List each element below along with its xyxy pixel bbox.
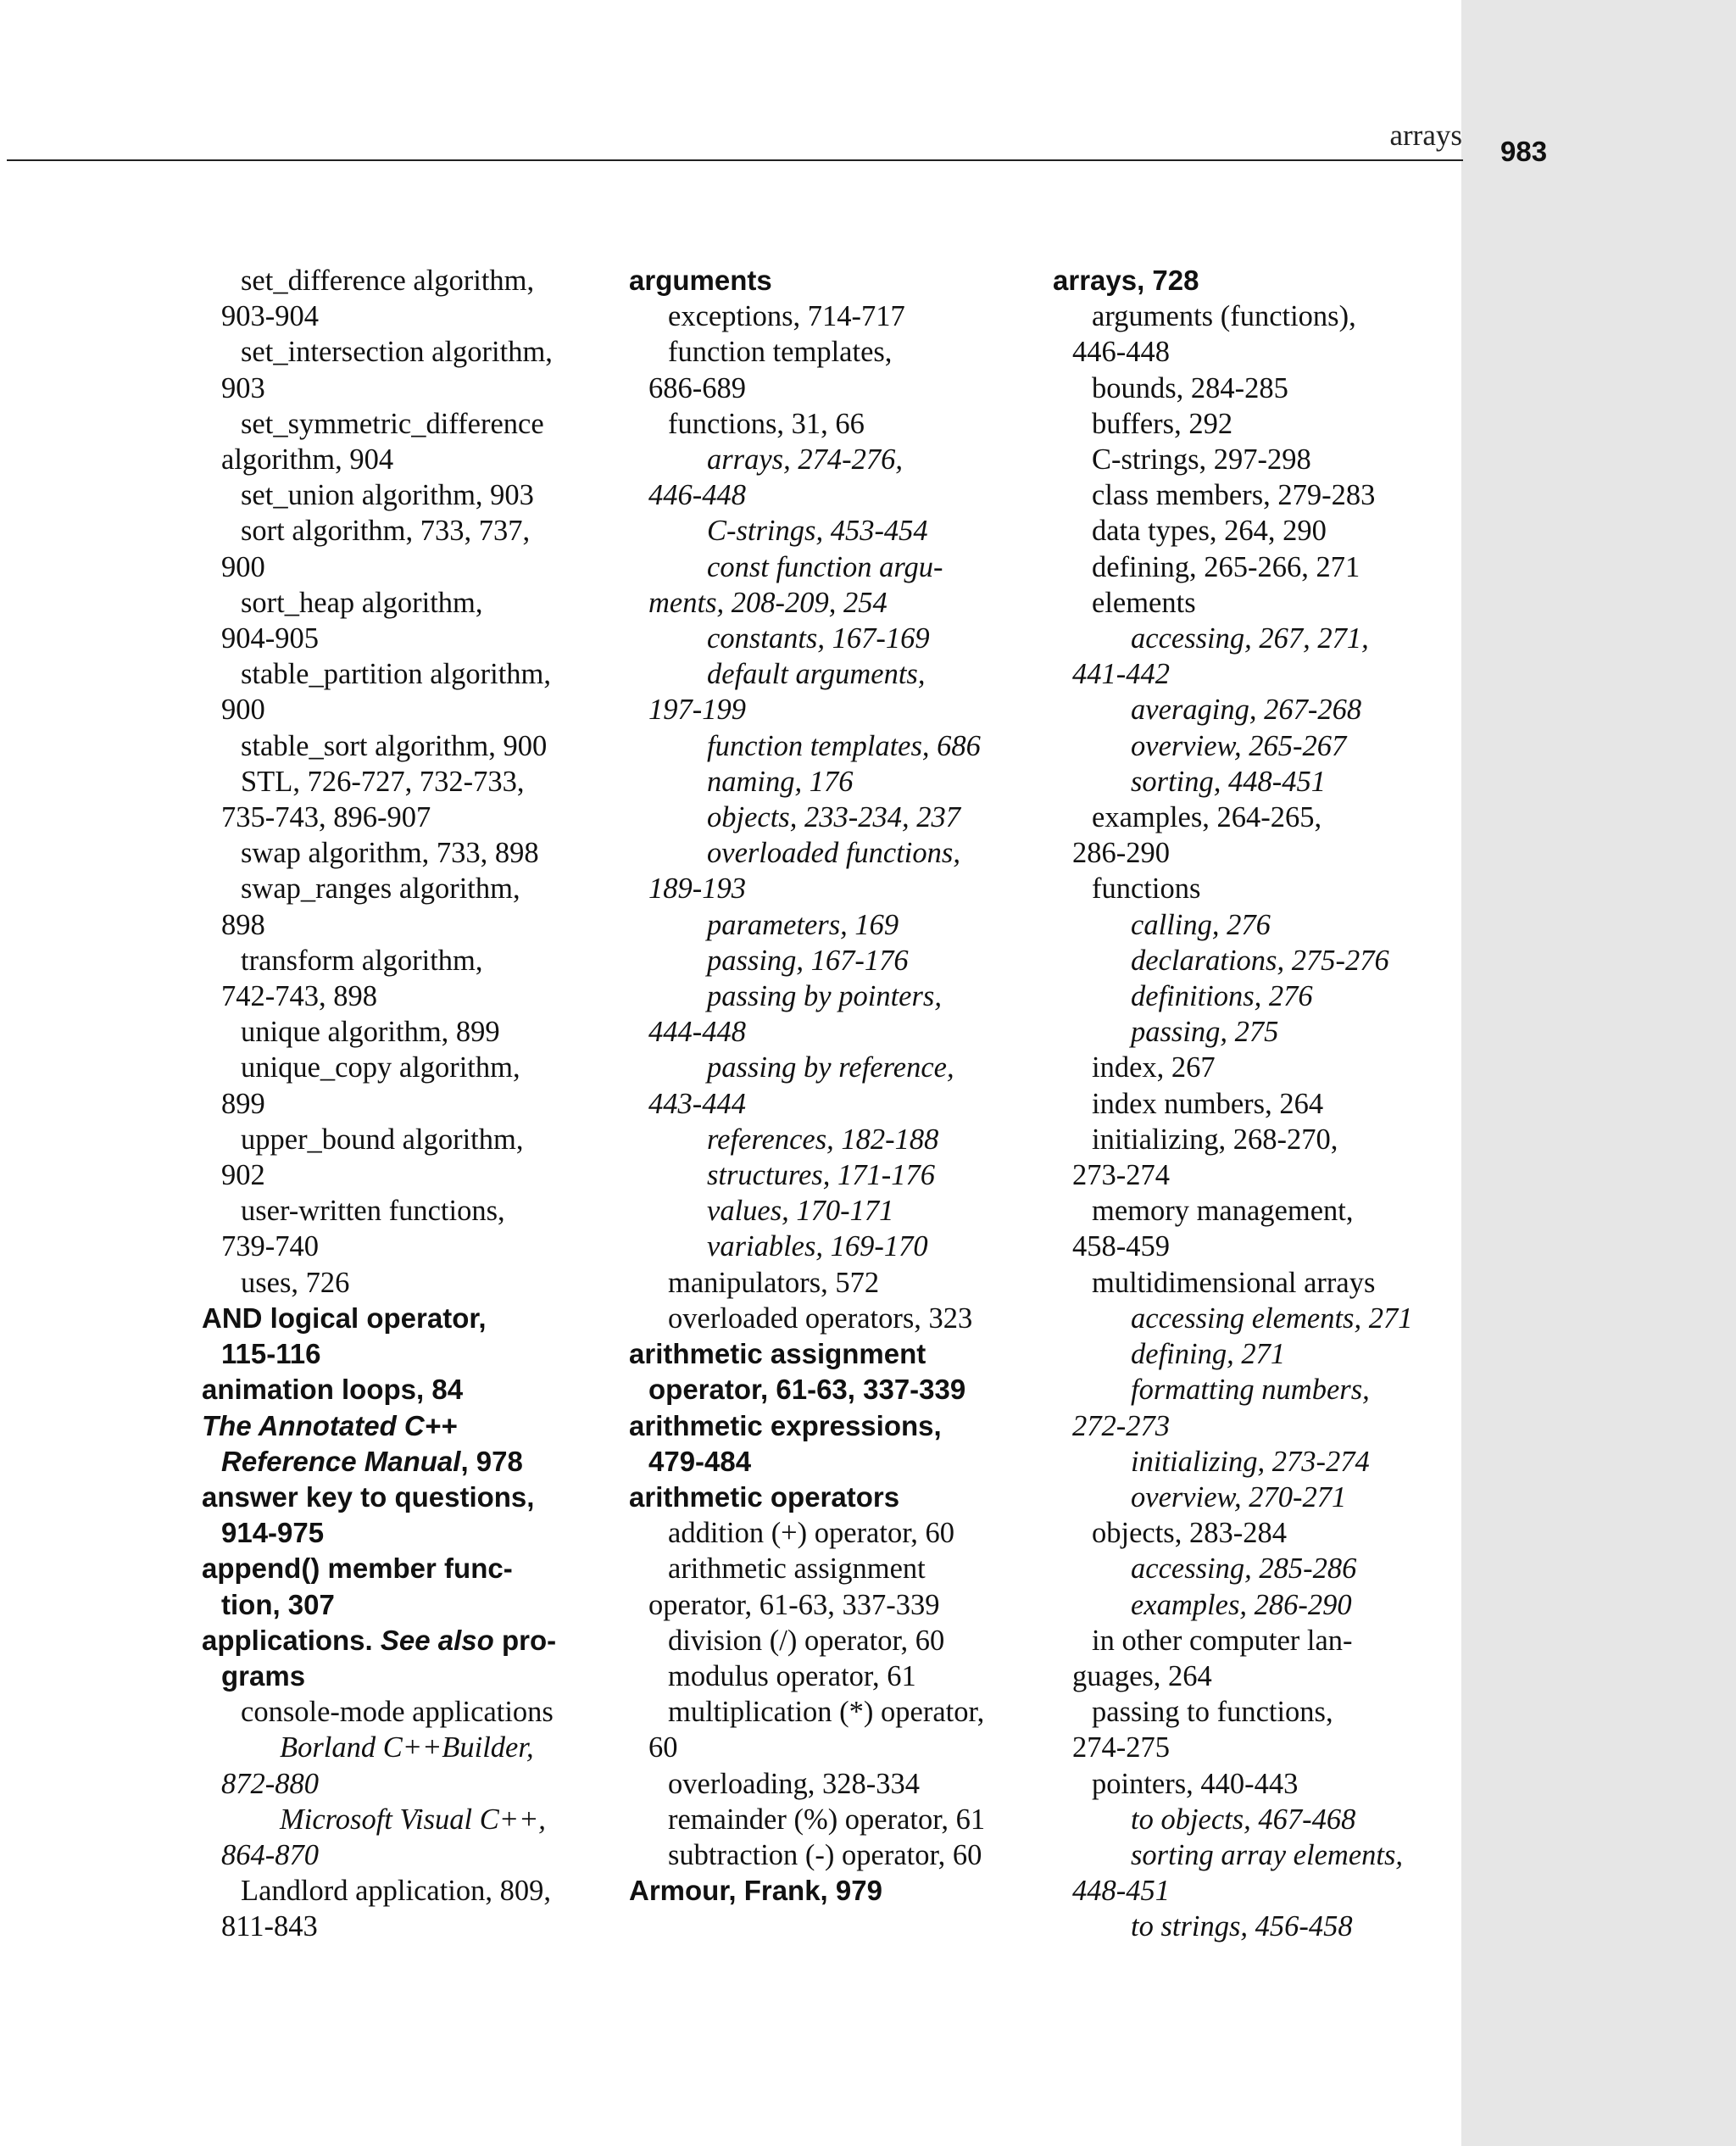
- index-entry-line: variables, 169-170: [707, 1230, 928, 1263]
- index-entry-line: accessing, 285-286: [1131, 1552, 1357, 1586]
- index-entry-line: set_intersection algorithm,: [241, 336, 553, 369]
- index-entry-line: passing by reference,: [707, 1051, 954, 1084]
- index-entry-line: Landlord application, 809,: [241, 1875, 551, 1908]
- index-entry-line: index numbers, 264: [1092, 1087, 1324, 1120]
- index-entry-line: 441-442: [1072, 658, 1170, 691]
- index-entry-line: bounds, 284-285: [1092, 371, 1288, 404]
- index-entry-line: accessing elements, 271: [1131, 1302, 1413, 1335]
- index-entry-line: The Annotated C++: [202, 1409, 458, 1441]
- index-entry-line: stable_partition algorithm,: [241, 658, 552, 691]
- index-entry-line: 903: [221, 371, 265, 404]
- index-entry-line: calling, 276: [1131, 908, 1271, 941]
- index-entry-line: stable_sort algorithm, 900: [241, 729, 548, 762]
- index-entry-line: sort_heap algorithm,: [241, 586, 483, 619]
- index-entry-line: console-mode applications: [241, 1696, 554, 1729]
- index-entry-line: uses, 726: [241, 1266, 350, 1299]
- index-entry-line: arrays, 728: [1053, 265, 1199, 296]
- index-entry-line: 742-743, 898: [221, 980, 377, 1013]
- index-entry-line: default arguments,: [707, 658, 926, 691]
- index-entry-fragment: pro-: [493, 1624, 557, 1656]
- index-entry-line: 811-843: [221, 1910, 318, 1943]
- index-entry-line: index, 267: [1092, 1051, 1216, 1084]
- index-entry-line: operator, 61-63, 337-339: [648, 1588, 940, 1621]
- index-entry-line: user-written functions,: [241, 1195, 505, 1228]
- index-entry-line: arrays, 274-276,: [707, 443, 903, 477]
- index-entry-line: to objects, 467-468: [1131, 1803, 1356, 1836]
- running-head: arrays: [1389, 119, 1462, 152]
- index-entry-line: functions: [1092, 872, 1201, 906]
- index-entry-line: naming, 176: [707, 765, 854, 798]
- index-entry-line: 60: [648, 1731, 678, 1764]
- index-entry-line: C-strings, 297-298: [1092, 443, 1311, 477]
- page-gutter: [1461, 0, 1736, 2146]
- index-entry-line: 273-274: [1072, 1159, 1170, 1192]
- index-entry-line: 272-273: [1072, 1409, 1170, 1442]
- index-entry-line: unique_copy algorithm,: [241, 1051, 520, 1084]
- index-entry-line: overloading, 328-334: [668, 1767, 921, 1800]
- index-entry-line: parameters, 169: [707, 908, 899, 941]
- page-number: 983: [1500, 136, 1548, 167]
- index-entry-line: algorithm, 904: [221, 443, 394, 477]
- index-column-2: [629, 263, 1036, 1909]
- index-entry-line: pointers, 440-443: [1092, 1767, 1299, 1800]
- index-entry-line: formatting numbers,: [1131, 1374, 1370, 1407]
- index-column-1: [202, 263, 600, 1945]
- index-entry-line: defining, 271: [1131, 1338, 1286, 1371]
- index-entry-fragment: , 978: [460, 1445, 523, 1477]
- index-entry-line: overview, 265-267: [1131, 729, 1347, 762]
- index-entry-line: sorting, 448-451: [1131, 765, 1327, 798]
- index-entry-line: function templates,: [668, 336, 893, 369]
- index-entry-line: ments, 208-209, 254: [648, 586, 887, 619]
- index-entry-line: examples, 264-265,: [1092, 801, 1322, 834]
- index-entry-line: 914-975: [221, 1517, 325, 1549]
- index-entry-line: AND logical operator,: [202, 1302, 487, 1334]
- index-entry-line: 446-448: [1072, 336, 1170, 369]
- index-entry-line: [202, 1444, 600, 1480]
- index-entry-line: append() member func-: [202, 1552, 513, 1585]
- index-entry-line: modulus operator, 61: [668, 1659, 916, 1692]
- index-entry-line: operator, 61-63, 337-339: [648, 1374, 966, 1406]
- index-entry-line: accessing, 267, 271,: [1131, 622, 1369, 655]
- index-entry-line: data types, 264, 290: [1092, 515, 1327, 548]
- index-entry-line: 898: [221, 908, 265, 941]
- index-entry-line: to strings, 456-458: [1131, 1910, 1353, 1943]
- index-entry-line: multiplication (*) operator,: [668, 1696, 985, 1729]
- index-entry-line: guages, 264: [1072, 1659, 1212, 1692]
- index-entry-line: 189-193: [648, 872, 746, 906]
- index-entry-line: arithmetic expressions,: [629, 1409, 942, 1441]
- index-entry-line: transform algorithm,: [241, 944, 483, 977]
- index-entry-fragment: See also: [380, 1624, 494, 1656]
- index-entry-line: 115-116: [221, 1338, 321, 1370]
- index-entry-line: 443-444: [648, 1087, 746, 1120]
- index-entry-line: examples, 286-290: [1131, 1588, 1352, 1621]
- index-entry-line: definitions, 276: [1131, 980, 1313, 1013]
- index-entry-line: animation loops, 84: [202, 1374, 464, 1406]
- index-entry-line: objects, 283-284: [1092, 1517, 1287, 1550]
- index-entry-line: arguments (functions),: [1092, 300, 1356, 333]
- index-entry-line: 735-743, 896-907: [221, 801, 431, 834]
- index-entry-line: arguments: [629, 265, 772, 296]
- index-entry-line: 274-275: [1072, 1731, 1170, 1764]
- index-entry-line: sorting array elements,: [1131, 1838, 1404, 1871]
- index-entry-line: tion, 307: [221, 1588, 335, 1620]
- index-entry-line: overview, 270-271: [1131, 1480, 1347, 1513]
- index-column-3: [1053, 263, 1451, 1945]
- index-entry-line: answer key to questions,: [202, 1480, 535, 1513]
- index-entry-line: Microsoft Visual C++,: [280, 1803, 546, 1836]
- index-entry-line: 864-870: [221, 1838, 319, 1871]
- index-entry-line: 902: [221, 1159, 265, 1192]
- index-entry-line: memory management,: [1092, 1195, 1354, 1228]
- index-entry-line: Borland C++Builder,: [280, 1731, 534, 1764]
- index-entry-line: references, 182-188: [707, 1123, 939, 1156]
- index-entry-line: arithmetic assignment: [668, 1552, 926, 1586]
- index-entry-line: 899: [221, 1087, 265, 1120]
- index-entry-line: grams: [221, 1659, 306, 1692]
- index-entry-line: initializing, 268-270,: [1092, 1123, 1338, 1156]
- index-entry-line: division (/) operator, 60: [668, 1624, 945, 1657]
- index-entry-fragment: Reference Manual: [221, 1445, 461, 1477]
- index-entry-line: 904-905: [221, 622, 319, 655]
- index-entry-line: declarations, 275-276: [1131, 944, 1389, 977]
- index-entry-line: in other computer lan-: [1092, 1624, 1353, 1657]
- index-entry-line: unique algorithm, 899: [241, 1016, 500, 1049]
- index-entry-line: subtraction (-) operator, 60: [668, 1838, 982, 1871]
- index-entry-line: structures, 171-176: [707, 1159, 935, 1192]
- index-entry-line: passing to functions,: [1092, 1696, 1333, 1729]
- index-entry-line: passing, 275: [1131, 1016, 1279, 1049]
- index-entry-line: defining, 265-266, 271: [1092, 550, 1360, 583]
- index-entry-line: [202, 1623, 600, 1658]
- index-entry-line: C-strings, 453-454: [707, 515, 928, 548]
- index-entry-line: initializing, 273-274: [1131, 1445, 1370, 1478]
- index-entry-line: multidimensional arrays: [1092, 1266, 1376, 1299]
- index-entry-line: passing by pointers,: [707, 980, 942, 1013]
- index-entry-line: set_union algorithm, 903: [241, 479, 534, 512]
- index-entry-line: objects, 233-234, 237: [707, 801, 960, 834]
- index-entry-line: 872-880: [221, 1767, 319, 1800]
- index-entry-line: functions, 31, 66: [668, 407, 865, 440]
- index-entry-line: passing, 167-176: [707, 944, 909, 977]
- index-entry-line: swap algorithm, 733, 898: [241, 837, 539, 870]
- index-entry-line: 448-451: [1072, 1875, 1170, 1908]
- index-entry-line: overloaded functions,: [707, 837, 960, 870]
- index-entry-fragment: applications.: [202, 1624, 381, 1656]
- index-entry-line: set_symmetric_difference: [241, 407, 544, 440]
- index-entry-line: arithmetic assignment: [629, 1338, 926, 1370]
- index-entry-line: buffers, 292: [1092, 407, 1233, 440]
- index-entry-line: 458-459: [1072, 1230, 1170, 1263]
- index-entry-line: remainder (%) operator, 61: [668, 1803, 986, 1836]
- index-entry-line: 446-448: [648, 479, 746, 512]
- index-entry-line: 286-290: [1072, 837, 1170, 870]
- index-entry-line: constants, 167-169: [707, 622, 930, 655]
- index-entry-line: addition (+) operator, 60: [668, 1517, 955, 1550]
- index-entry-line: values, 170-171: [707, 1195, 894, 1228]
- index-entry-line: 197-199: [648, 694, 746, 727]
- index-entry-line: STL, 726-727, 732-733,: [241, 765, 525, 798]
- index-entry-line: swap_ranges algorithm,: [241, 872, 520, 906]
- index-entry-line: 444-448: [648, 1016, 746, 1049]
- index-entry-line: 900: [221, 550, 265, 583]
- index-entry-line: function templates, 686: [707, 729, 981, 762]
- index-entry-line: elements: [1092, 586, 1196, 619]
- header-rule: [7, 159, 1463, 161]
- index-entry-line: 686-689: [648, 371, 746, 404]
- index-entry-line: set_difference algorithm,: [241, 265, 535, 297]
- index-entry-line: upper_bound algorithm,: [241, 1123, 524, 1156]
- index-entry-line: class members, 279-283: [1092, 479, 1376, 512]
- index-entry-line: 479-484: [648, 1445, 752, 1477]
- index-entry-line: averaging, 267-268: [1131, 694, 1362, 727]
- index-entry-line: manipulators, 572: [668, 1266, 880, 1299]
- index-entry-line: 903-904: [221, 300, 319, 333]
- index-entry-line: 739-740: [221, 1230, 319, 1263]
- index-entry-line: 900: [221, 694, 265, 727]
- index-entry-line: Armour, Frank, 979: [629, 1875, 882, 1907]
- index-entry-line: exceptions, 714-717: [668, 300, 905, 333]
- index-entry-line: sort algorithm, 733, 737,: [241, 515, 531, 548]
- index-entry-line: arithmetic operators: [629, 1480, 900, 1513]
- index-entry-line: const function argu-: [707, 550, 943, 583]
- index-entry-line: overloaded operators, 323: [668, 1302, 973, 1335]
